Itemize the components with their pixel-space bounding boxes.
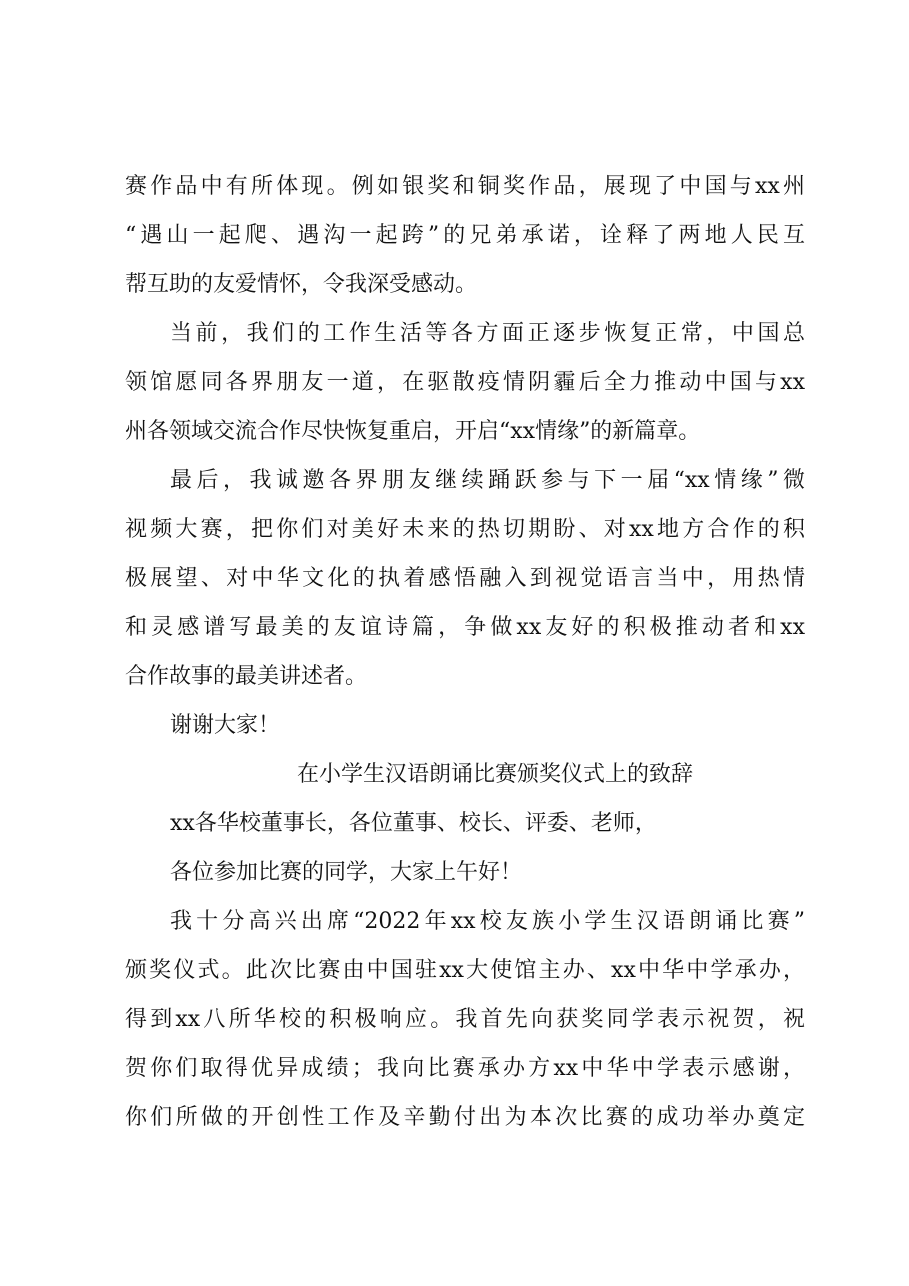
paragraph-line: “遇山一起爬、遇沟一起跨”的兄弟承诺，诠释了两地人民互 <box>125 223 805 248</box>
paragraph-line: 极展望、对中华文化的执着感悟融入到视觉语言当中，用热情 <box>125 566 805 591</box>
closing-line: 谢谢大家！ <box>170 713 281 738</box>
salutation-line: 各位参加比赛的同学，大家上午好！ <box>170 860 523 885</box>
paragraph-line: 最后，我诚邀各界朋友继续踊跃参与下一届“xx情缘”微 <box>170 468 805 493</box>
paragraph-line: 视频大赛，把你们对美好未来的热切期盼、对xx地方合作的积 <box>125 517 805 542</box>
paragraph-line: 州各领域交流合作尽快恢复重启，开启“xx情缘”的新篇章。 <box>125 419 701 444</box>
paragraph-line: 帮互助的友爱情怀，令我深受感动。 <box>125 272 478 297</box>
body-line: 我十分高兴出席“2022年xx校友族小学生汉语朗诵比赛” <box>170 909 805 934</box>
salutation-line: xx各华校董事长，各位董事、校长、评委、老师， <box>170 811 657 836</box>
body-line: 你们所做的开创性工作及辛勤付出为本次比赛的成功举办奠定 <box>125 1105 805 1130</box>
paragraph-line: 合作故事的最美讲述者。 <box>125 664 368 689</box>
paragraph-line: 和灵感谱写最美的友谊诗篇，争做xx友好的积极推动者和xx <box>125 615 805 640</box>
paragraph-line: 赛作品中有所体现。例如银奖和铜奖作品，展现了中国与xx州 <box>125 174 805 199</box>
body-line: 得到xx八所华校的积极响应。我首先向获奖同学表示祝贺，祝 <box>125 1007 805 1032</box>
speech-title: 在小学生汉语朗诵比赛颁奖仪式上的致辞 <box>296 762 693 787</box>
body-line: 贺你们取得优异成绩；我向比赛承办方xx中华中学表示感谢， <box>125 1056 805 1081</box>
body-line: 颁奖仪式。此次比赛由中国驻xx大使馆主办、xx中华中学承办， <box>125 958 805 983</box>
paragraph-line: 当前，我们的工作生活等各方面正逐步恢复正常，中国总 <box>170 321 805 346</box>
paragraph-line: 领馆愿同各界朋友一道，在驱散疫情阴霾后全力推动中国与xx <box>125 370 805 395</box>
